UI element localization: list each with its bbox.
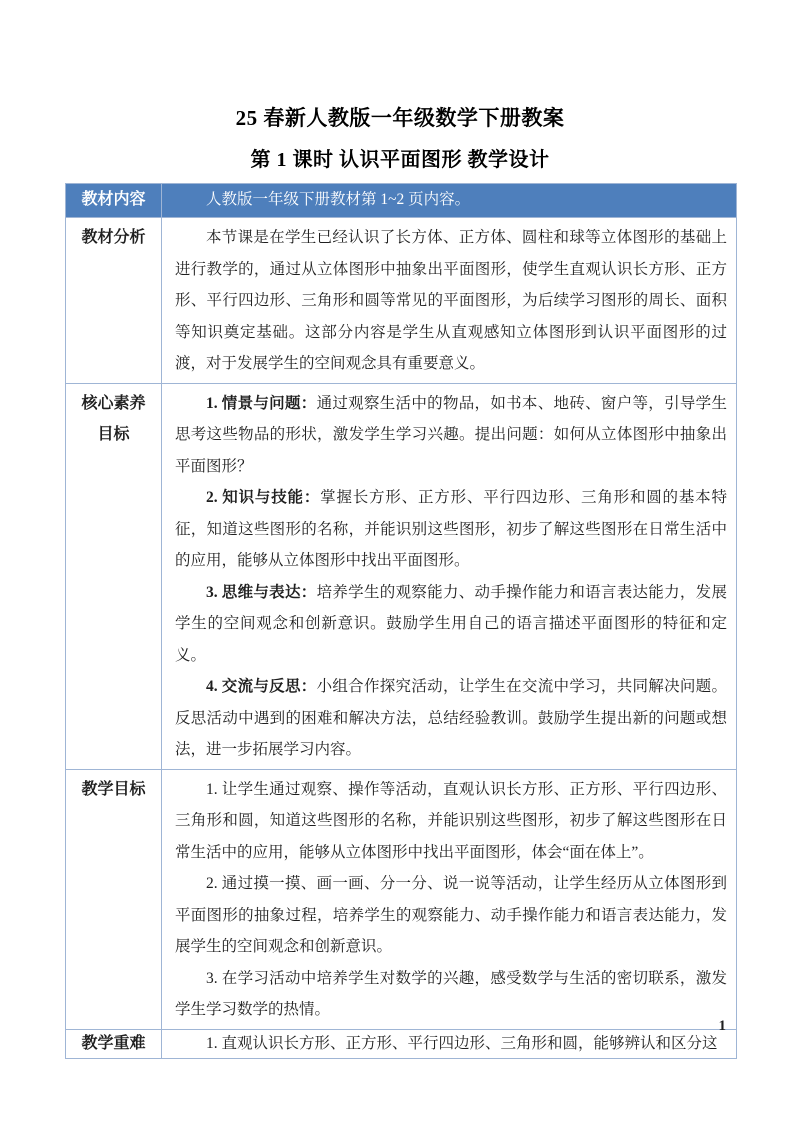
table-row-jiaocai-fenxi <box>66 217 736 383</box>
row-label-jiaoxue-mubiao: 教学目标 <box>66 770 162 1029</box>
row-content-jiaoxue-zhongnan <box>162 1030 736 1058</box>
paragraph: 人教版一年级下册教材第 1~2 页内容。 <box>206 191 471 208</box>
page-title: 25 春新人教版一年级数学下册教案 <box>235 106 565 130</box>
row-content-jiaocai-fenxi <box>162 218 736 383</box>
row-content-jiaoxue-mubiao <box>162 770 736 1029</box>
paragraph: 1. 直观认识长方形、正方形、平行四边形、三角形和圆，能够辨认和区分这 <box>206 1034 718 1052</box>
row-label-jiaoxue-zhongnan: 教学重难 <box>66 1030 162 1058</box>
table-row-hexin-suyang-mubiao <box>66 383 736 769</box>
row-content-hexin-suyang-mubiao <box>162 384 736 769</box>
paragraph: 1. 情景与问题：通过观察生活中的物品，如书本、地砖、窗户等，引导学生思考这些物品的形状，激发学生学习兴趣。提出问题：如何从立体图形中抽象出平面图形？ <box>175 394 727 475</box>
paragraph: 1. 让学生通过观察、操作等活动，直观认识长方形、正方形、平行四边形、三角形和圆，知道这些图形的名称，并能识别这些图形，初步了解这些图形在日常生活中的应用，能够从立体图形中找出平面图形，体会“面在体上”。 <box>175 780 727 861</box>
paragraph: 4. 交流与反思：小组合作探究活动，让学生在交流中学习，共同解决问题。反思活动中遇到的困难和解决方法，总结经验教训。鼓励学生提出新的问题或想法，进一步拓展学习内容。 <box>175 678 727 758</box>
page-subtitle: 第 1 课时 认识平面图形 教学设计 <box>250 149 550 171</box>
doc-table <box>65 183 737 1059</box>
paragraph: 2. 通过摸一摸、画一画、分一分、说一说等活动，让学生经历从立体图形到平面图形的抽象过程，培养学生的观察能力、动手操作能力和语言表达能力，发展学生的空间观念和创新意识。 <box>175 875 727 955</box>
table-row-jiaoxue-zhongnan <box>66 1029 736 1058</box>
table-row-jiaoxue-mubiao <box>66 769 736 1029</box>
paragraph: 本节课是在学生已经认识了长方体、正方体、圆柱和球等立体图形的基础上进行教学的，通过从立体图形中抽象出平面图形，使学生直观认识长方形、正方形、平行四边形、三角形和圆等常见的平面图形，为后续学习图形的周长、面积等知识奠定基础。这部分内容是学生从直观感知立体图形到认识平面图形的过渡，对于发展学生的空间观念具有重要意义。 <box>175 229 727 372</box>
row-label-hexin-suyang-mubiao: 核心素养 目标 <box>66 384 162 769</box>
row-label-jiaocai-neirong: 教材内容 <box>66 184 162 217</box>
table-row-jiaocai-neirong <box>66 184 736 217</box>
row-label-jiaocai-fenxi: 教材分析 <box>66 218 162 383</box>
page-number: 1 <box>718 1018 726 1034</box>
paragraph: 3. 在学习活动中培养学生对数学的兴趣，感受数学与生活的密切联系，激发学生学习数学的热情。 <box>175 969 727 1018</box>
row-content-jiaocai-neirong <box>162 184 736 217</box>
paragraph: 3. 思维与表达：培养学生的观察能力、动手操作能力和语言表达能力，发展学生的空间观念和创新意识。鼓励学生用自己的语言描述平面图形的特征和定义。 <box>175 583 727 664</box>
paragraph: 2. 知识与技能：掌握长方形、正方形、平行四边形、三角形和圆的基本特征，知道这些图形的名称，并能识别这些图形，初步了解这些图形在日常生活中的应用，能够从立体图形中找出平面图形。 <box>175 489 727 569</box>
